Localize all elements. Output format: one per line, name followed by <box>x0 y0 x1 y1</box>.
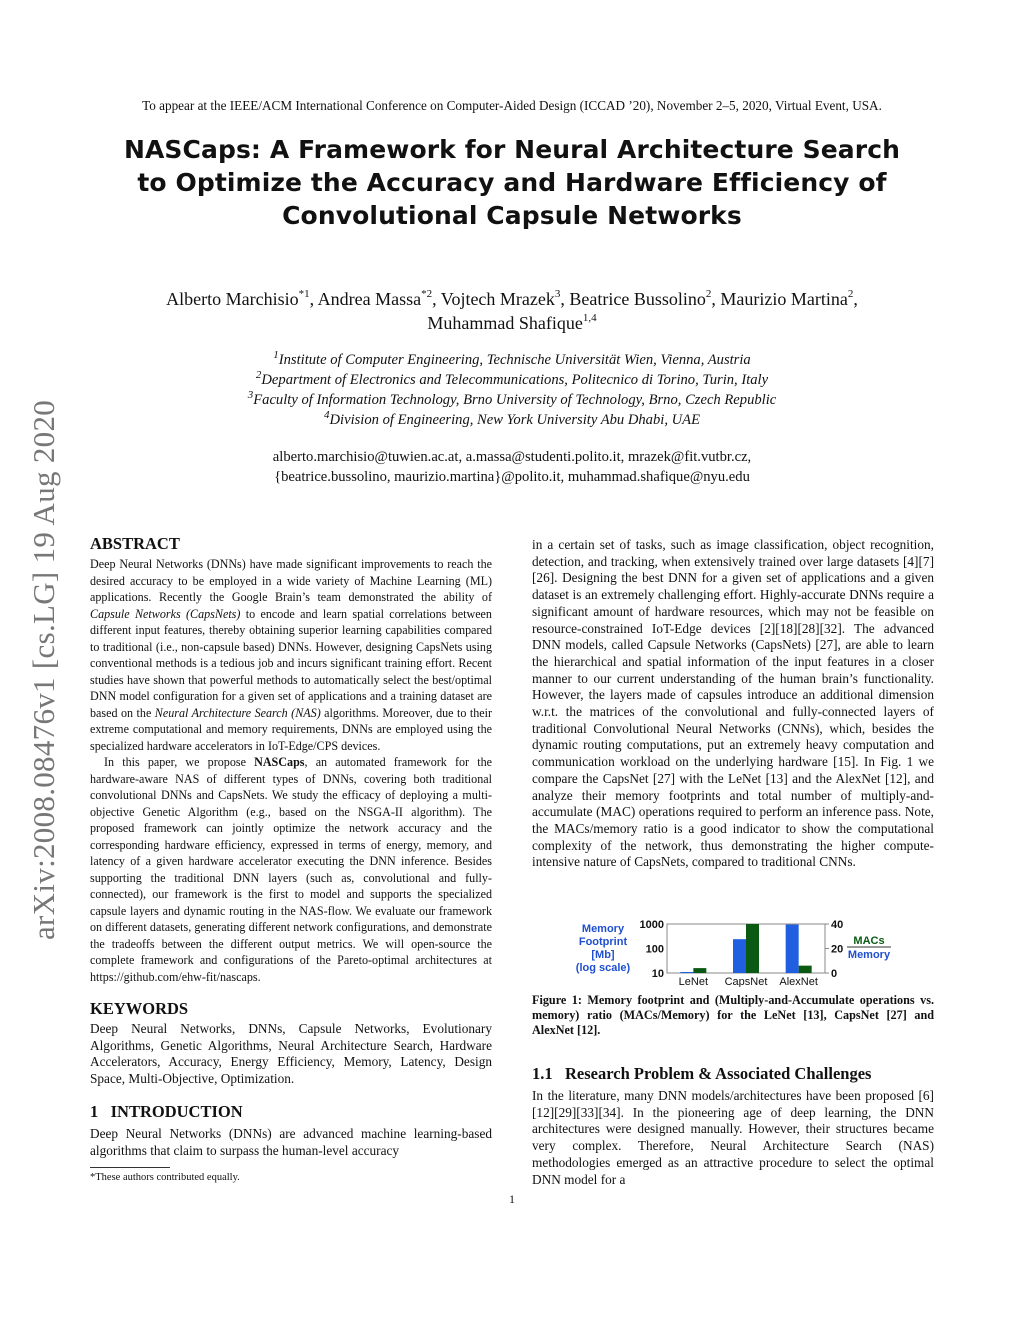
title-line: NASCaps: A Framework for Neural Architecture Search <box>123 135 901 164</box>
right-tick-label: 40 <box>831 919 844 931</box>
right-column-text: in a certain set of tasks, such as image classification, object recognition, detection, and tracking, when extensively trained over large datasets [4][7][26]. Designing the best DNN for a given set of applications and a given dataset is an extremely challenging effort. Highly-accurate DNNs require a significant amount of hardware resources, which may not be feasible on resource-constrained IoT-Edge devices [2][18][28][32]. The advanced DNN models, called Capsule Networks (CapsNets) [27], are able to learn the hierarchical and spatial information of the input features in a closer manner to our current understanding of the human brain’s functionality. However, the layers made of capsules introduce an additional dimension w.r.t. the matrices of the convolutional and fully-connected layers of traditional Convolutional Neural Networks (CNNs), which, besides the dynamic routing computations, put an extremely heavy computation and communication workload on the underlying hardware [15]. In Fig. 1 we compare the CapsNet [27] with the LeNet [13] and the AlexNet [12], and analyze their memory footprints and total number of multiply-and-accumulate (MAC) operations required to perform an inference pass. Note, the MACs/memory ratio is a good indicator to show the computational complexity of the network, thus demonstrating the higher compute-intensive nature of CapsNets, compared to traditional CNNs. <box>532 537 934 870</box>
abstract-paragraph: In this paper, we propose NASCaps, an automated framework for the hardware-aware NAS of different types of DNNs, covering both traditional convolutional DNNs and CapsNets. We study the efficacy of deploying a multi-objective Genetic Algorithm (e.g., based on the NSGA-II algorithm). The proposed framework can jointly optimize the network accuracy and the corresponding hardware efficiency, expressed in terms of energy, memory, and latency of a given hardware accelerator executing the DNN inference. Besides supporting the traditional DNN layers (such as, convolutional and fully-connected), our framework is the first to model and supports the specialized capsule layers and dynamic routing in the NAS-flow. We evaluate our framework on different datasets, generating different network configurations, and demonstrate the tradeoffs between the different output metrics. We will open-source the complete framework and configurations of the Pareto-optimal architectures at https://github.com/ehw-fit/nascaps. <box>90 755 493 984</box>
bar-ratio <box>799 966 812 973</box>
author-name: Vojtech Mrazek <box>440 289 555 309</box>
section-1-1-heading: 1.1 Research Problem & Associated Challenges <box>532 1064 872 1083</box>
title-line: to Optimize the Accuracy and Hardware Efficiency of <box>137 168 887 197</box>
author-sup: 1,4 <box>582 312 597 324</box>
bar-memory <box>733 939 746 973</box>
author-name: Maurizio Martina <box>720 289 848 309</box>
title-line: Convolutional Capsule Networks <box>282 201 742 230</box>
bar-ratio <box>746 924 759 973</box>
author-name: Alberto Marchisio <box>166 289 299 309</box>
category-label: LeNet <box>678 976 709 987</box>
right-tick-label: 20 <box>831 943 844 956</box>
affiliation: $^3$Faculty of Information Technology, Brno University of Technology, Brno, Czech Republic <box>247 389 777 408</box>
left-axis-label-line: Footprint <box>578 936 628 948</box>
author-sup: 2 <box>847 288 854 300</box>
venue-header: To appear at the IEEE/ACM International Conference on Computer-Aided Design (ICCAD ’20), November 2–5, 2020, Virtual Event, USA. <box>142 98 882 113</box>
left-axis-label-line: Memory <box>581 923 625 935</box>
right-axis-ticks <box>825 919 843 980</box>
left-axis-label-line: (log scale) <box>575 962 631 974</box>
left-tick-label: 100 <box>645 943 664 956</box>
affiliation: $^2$Department of Electronics and Telecommunications, Politecnico di Torino, Turin, Italy <box>255 369 769 388</box>
right-axis-label-top: MACs <box>853 935 885 947</box>
abstract-paragraph: Deep Neural Networks (DNNs) have made significant improvements to reach the desired accuracy to be employed in a wide variety of Machine Learning (ML) applications. Recently the Google Brain’s team demonstrated the ability of Capsule Networks (CapsNets) to encode and learn spatial correlations between different input features, thereby obtaining superior learning capabilities compared to traditional (i.e., non-capsule based) DNNs. However, designing CapsNets using conventional methods is a tedious job and incurs significant training effort. Recent studies have shown that powerful methods to automatically select the best/optimal DNN model configuration for a given set of applications and a training dataset are based on the Neural Architecture Search (NAS) algorithms. Moreover, due to their extreme computational and memory requirements, DNNs are employed using the specialized hardware accelerators in IoT-Edge/CPS devices. <box>90 557 492 753</box>
intro-heading: 1 INTRODUCTION <box>90 1102 243 1121</box>
bar-ratio <box>693 968 706 973</box>
emails <box>120 447 904 487</box>
left-axis-label-line: [Mb] <box>591 949 615 961</box>
category-label: CapsNet <box>724 976 768 987</box>
keywords-heading: KEYWORDS <box>90 999 189 1018</box>
left-tick-label: 10 <box>651 968 664 980</box>
arxiv-stamp: arXiv:2008.08476v1 [cs.LG] 19 Aug 2020 <box>26 399 61 940</box>
right-axis-label-bottom: Memory <box>847 949 891 961</box>
keywords-body: Deep Neural Networks, DNNs, Capsule Networks, Evolutionary Algorithms, Genetic Algorithms, Neural Architecture Search, Hardware Accelerators, Accuracy, Energy Efficiency, Memory, Latency, Design Space, Multi-Objective, Optimization. <box>90 1021 492 1087</box>
left-axis-ticks <box>640 919 664 980</box>
figure-caption: Figure 1: Memory footprint and (Multiply-and-Accumulate operations vs. memory) ratio (MACs/Memory) for the LeNet [13], CapsNet [27] and AlexNet [12]. <box>532 993 934 1037</box>
email-line: alberto.marchisio@tuwien.ac.at, a.massa@studenti.polito.it, mrazek@fit.vutbr.cz, <box>272 449 752 465</box>
footnote-rule <box>90 1167 170 1168</box>
author-sup: 3 <box>554 288 561 300</box>
footnote: *These authors contributed equally. <box>90 1172 240 1183</box>
intro-body: Deep Neural Networks (DNNs) are advanced machine learning-based algorithms that claim to surpass the human-level accuracy <box>90 1126 492 1158</box>
section-1-1-body: In the literature, many DNN models/architectures have been proposed [6][12][29][33][34]. In the pioneering age of deep learning, the DNN architectures were designed manually. However, their structures became very complex. Therefore, Neural Architecture Search (NAS) methodologies emerged as an attractive procedure to select the optimal DNN model for a <box>532 1088 934 1187</box>
bar-memory <box>680 972 693 973</box>
figure-1-chart <box>565 915 905 987</box>
author-list: Alberto Marchisio$^{*1}$, Andrea Massa$^{*2}$, Vojtech Mrazek$^3$, Beatrice Bussolino$^2$, Maurizio Martina$^2$, Muhammad Shafique$^{1,4}$ <box>166 288 858 333</box>
email-line: {beatrice.bussolino, maurizio.martina}@polito.it, muhammad.shafique@nyu.edu <box>274 469 750 485</box>
left-axis-label <box>576 923 631 974</box>
abstract-heading: ABSTRACT <box>90 534 180 553</box>
author-name: Andrea Massa <box>317 289 422 309</box>
category-labels <box>679 976 818 987</box>
paper-title <box>100 133 924 232</box>
author-name: Muhammad Shafique <box>427 313 583 333</box>
category-label: AlexNet <box>779 976 818 987</box>
affiliation: $^1$Institute of Computer Engineering, Technische Universität Wien, Vienna, Austria <box>273 349 751 368</box>
author-sup: 2 <box>705 288 712 300</box>
author-name: Beatrice Bussolino <box>569 289 706 309</box>
abstract-body <box>90 556 492 985</box>
bar-memory <box>786 925 799 973</box>
page-number: 1 <box>509 1192 515 1206</box>
right-axis-label <box>847 935 891 961</box>
affiliation: $^4$Division of Engineering, New York University Abu Dhabi, UAE <box>324 409 700 428</box>
author-sup: *1 <box>298 288 310 300</box>
bars <box>680 924 811 973</box>
right-tick-label: 0 <box>831 968 838 980</box>
affiliations <box>120 350 904 430</box>
author-sup: *2 <box>421 288 433 300</box>
left-tick-label: 1000 <box>639 919 664 931</box>
